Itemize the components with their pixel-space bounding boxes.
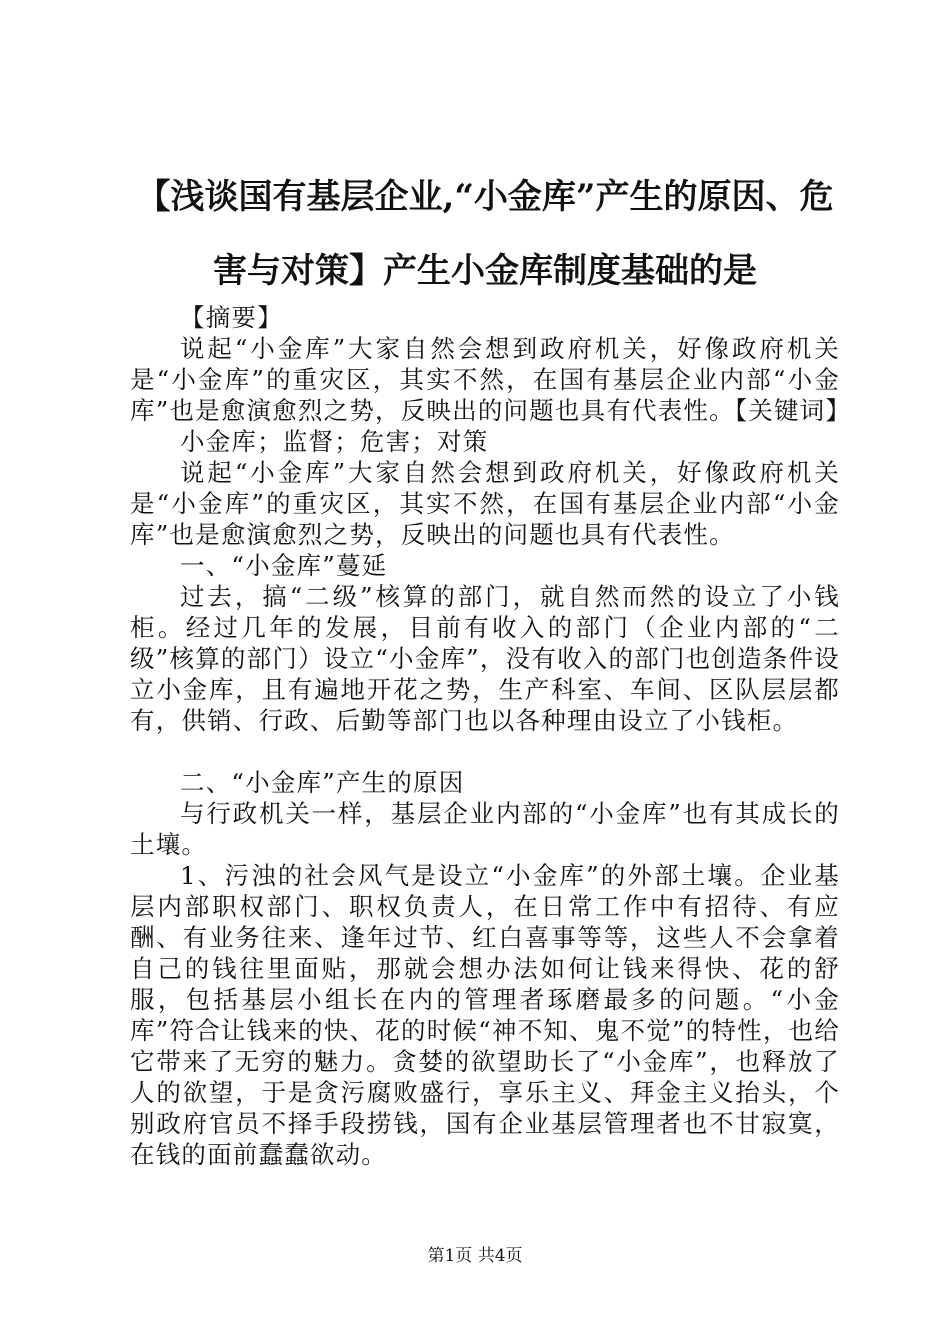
intro-paragraph: 说起“小金库”大家自然会想到政府机关，好像政府机关是“小金库”的重灾区，其实不然，在国有基层企业内部“小金库”也是愈演愈烈之势，反映出的问题也具有代表性。 [130, 458, 840, 549]
keywords-line: 小金库；监督；危害；对策 [180, 427, 489, 456]
section1-paragraph: 过去，搞“二级”核算的部门，就自然而然的设立了小钱柜。经过几年的发展，目前有收入的部门（企业内部的“二级”核算的部门）设立“小金库”，没有收入的部门也创造条件设立小金库，且有遍地开花之势，生产科室、车间、区队层层都有，供销、行政、后勤等部门也以各种理由设立了小钱柜。 [130, 582, 840, 735]
document-title: 【浅谈国有基层企业,“小金库”产生的原因、危害与对策】产生小金库制度基础的是 [136, 177, 834, 291]
section2-point-1: 1、污浊的社会风气是设立“小金库”的外部土壤。企业基层内部职权部门、职权负责人，在日常工作中有招待、有应酬、有业务往来、逢年过节、红白喜事等等，这些人不会拿着自己的钱往里面贴，那就会想办法如何让钱来得快、花的舒服，包括基层小组长在内的管理者琢磨最多的问题。“小金库”符合让钱来的快、花的时候“神不知、鬼不觉”的特性，也给它带来了无穷的魅力。贪婪的欲望助长了“小金库”，也释放了人的欲望，于是贪污腐败盛行，享乐主义、拜金主义抬头，个别政府官员不择手段捞钱，国有企业基层管理者也不甘寂寞，在钱的面前蠢蠢欲动。 [130, 861, 840, 1169]
abstract-heading: 【摘要】 [180, 303, 283, 332]
abstract-paragraph: 说起“小金库”大家自然会想到政府机关，好像政府机关是“小金库”的重灾区，其实不然，在国有基层企业内部“小金库”也是愈演愈烈之势，反映出的问题也具有代表性。【关键词】 [130, 334, 852, 425]
paragraph-gap [130, 736, 840, 767]
section-heading-2: 二、“小金库”产生的原因 [180, 768, 465, 797]
document-body [130, 302, 852, 1170]
section-heading-1: 一、“小金库”蔓延 [180, 551, 388, 580]
section2-intro: 与行政机关一样，基层企业内部的“小金库”也有其成长的土壤。 [130, 799, 840, 859]
page-footer: 第1页 共4页 [427, 1246, 523, 1266]
